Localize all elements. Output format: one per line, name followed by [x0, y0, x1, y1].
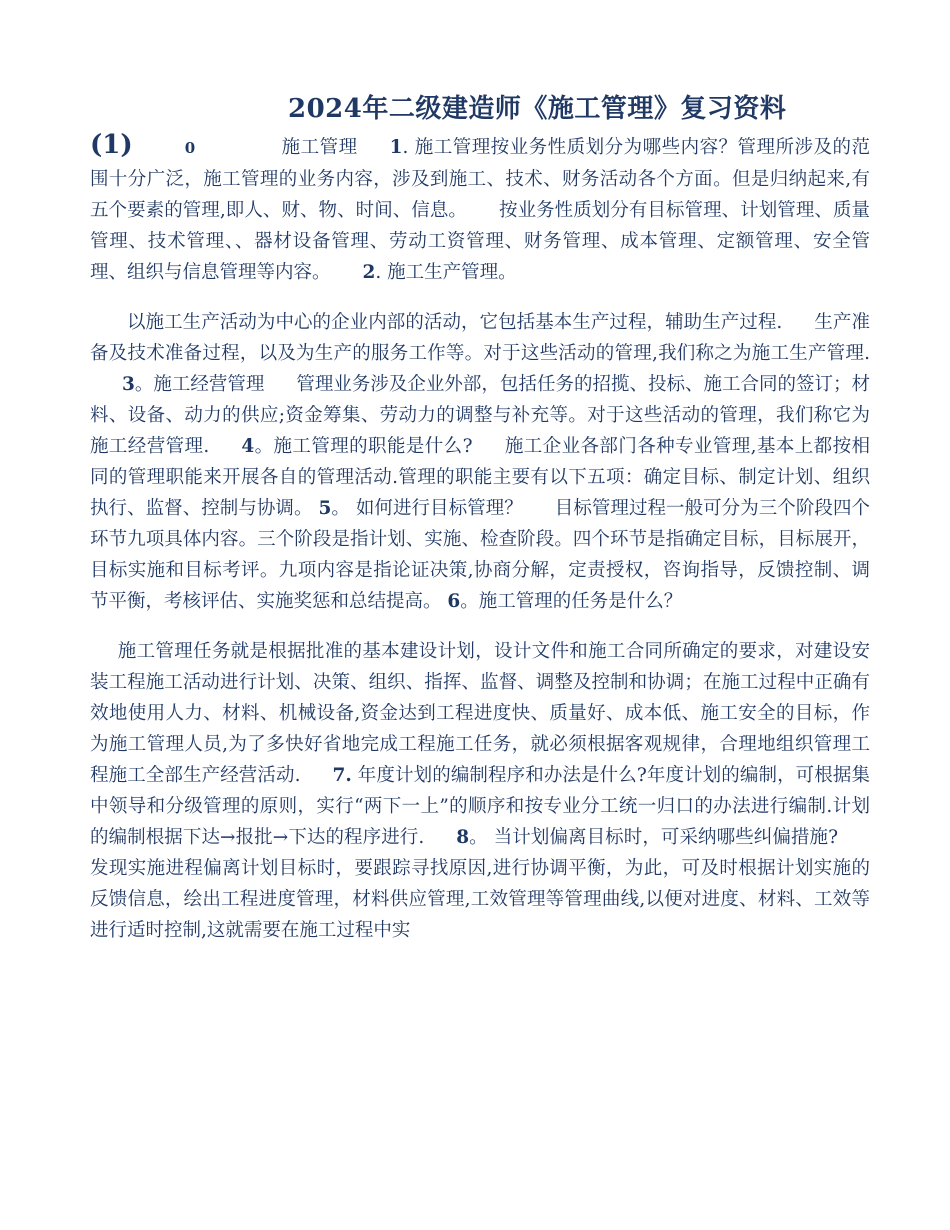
paragraph-2-sentence-1: 以施工生产活动为中心的企业内部的活动，它包括基本生产过程，辅助生产过程. — [127, 312, 783, 333]
question-3-number: 3 — [122, 374, 135, 395]
paragraph-2-sentence-5: 目标管理过程一般可分为三个阶段四个环节九项具体内容。三个阶段是指计划、实施、检查阶段。四个环节是指确定目标，目标展开，目标实施和目标考评。九项内容是指论证决策,协商分解，定责授权，咨询指导，反馈控制、调节平衡，考核评估、实施奖惩和总结提高。 — [90, 498, 870, 612]
question-1-number: 1 — [389, 137, 403, 158]
paragraph-3-sentence-1: 施工管理任务就是根据批准的基本建设计划，设计文件和施工合同所确定的要求，对建设安装工程施工活动进行计划、决策、组织、指挥、监督、调整及控制和协调；在施工过程中正确有效地使用人力、材料、机械设备,资金达到工程进度快、质量好、成本低、施工安全的目标，作为施工管理人员,为了多快好省地完成工程施工任务，就必须根据客观规律，合理地组织管理工程施工全部生产经营活动. — [90, 641, 870, 786]
section-heading: 施工管理 — [281, 137, 358, 158]
question-2-number: 2 — [362, 262, 376, 283]
paragraph-3-sentence-2: 年度计划的编制，可根据集中领导和分级管理的原则，实行“两下一上”的顺序和按专业分工统一归口的办法进行编制.计划的编制根据下达→报批→下达的程序进行. — [90, 765, 870, 848]
paragraph-3-sentence-3: 发现实施进程偏离计划目标时，要跟踪寻找原因,进行协调平衡，为此，可及时根据计划实施的反馈信息，绘出工程进度管理，材料供应管理,工效管理等管理曲线,以便对进度、材料、工效等进行适时控制,这就需要在施工过程中实 — [90, 858, 870, 941]
lead-number: (1) — [90, 130, 133, 160]
document-title: 2024年二级建造师《施工管理》复习资料 — [288, 94, 787, 124]
paragraph-1 — [90, 130, 870, 288]
paragraph-2 — [90, 307, 870, 617]
question-1-text: . 施工管理按业务性质划分为哪些内容？管理所涉及的范围十分广泛，施工管理的业务内容，涉及到施工、技术、财务活动各个方面。但是归纳起来,有五个要素的管理,即人、财、物、时间、信息。 — [90, 137, 870, 221]
paragraph-2-sentence-2: 生产准备及技术准备过程，以及为生产的服务工作等。对于这些活动的管理,我们称之为施工生产管理. — [90, 312, 870, 364]
paragraph-1-sentence-2: 按业务性质划分有目标管理、计划管理、质量管理、技术管理、、器材设备管理、劳动工资管理、财务管理、成本管理、定额管理、安全管理、组织与信息管理等内容。 — [90, 200, 870, 283]
question-4-number: 4 — [241, 436, 255, 457]
question-4-text: 。施工管理的职能是什么? — [254, 436, 473, 457]
question-5-text: 。 如何进行目标管理？ — [331, 498, 523, 519]
question-5-number: 5 — [318, 498, 332, 519]
question-2-text: . 施工生产管理。 — [375, 262, 517, 283]
lead-zero: 0 — [184, 139, 196, 157]
question-6-number: 6 — [447, 591, 461, 612]
paragraph-2-sentence-3: 管理业务涉及企业外部，包括任务的招揽、投标、施工合同的签订；材料、设备、动力的供应;资金筹集、劳动力的调整与补充等。对于这些活动的管理，我们称它为施工经营管理. — [90, 374, 870, 457]
paragraph-3 — [90, 636, 870, 946]
question-8-number: 8 — [456, 827, 470, 848]
question-8-text: 。 当计划偏离目标时，可采纳哪些纠偏措施? — [469, 827, 838, 848]
document-body — [90, 130, 870, 946]
paragraph-2-sentence-4: 施工企业各部门各种专业管理,基本上都按相同的管理职能来开展各自的管理活动.管理的职能主要有以下五项：确定目标、制定计划、组织执行、监督、控制与协调。 — [90, 436, 870, 519]
question-6-text: 。施工管理的任务是什么？ — [460, 591, 683, 612]
question-7-text: 年度计划的编制程序和办法是什么? — [351, 765, 647, 786]
question-3-text: 。施工经营管理 — [134, 374, 265, 395]
question-7-number: 7. — [332, 765, 352, 786]
